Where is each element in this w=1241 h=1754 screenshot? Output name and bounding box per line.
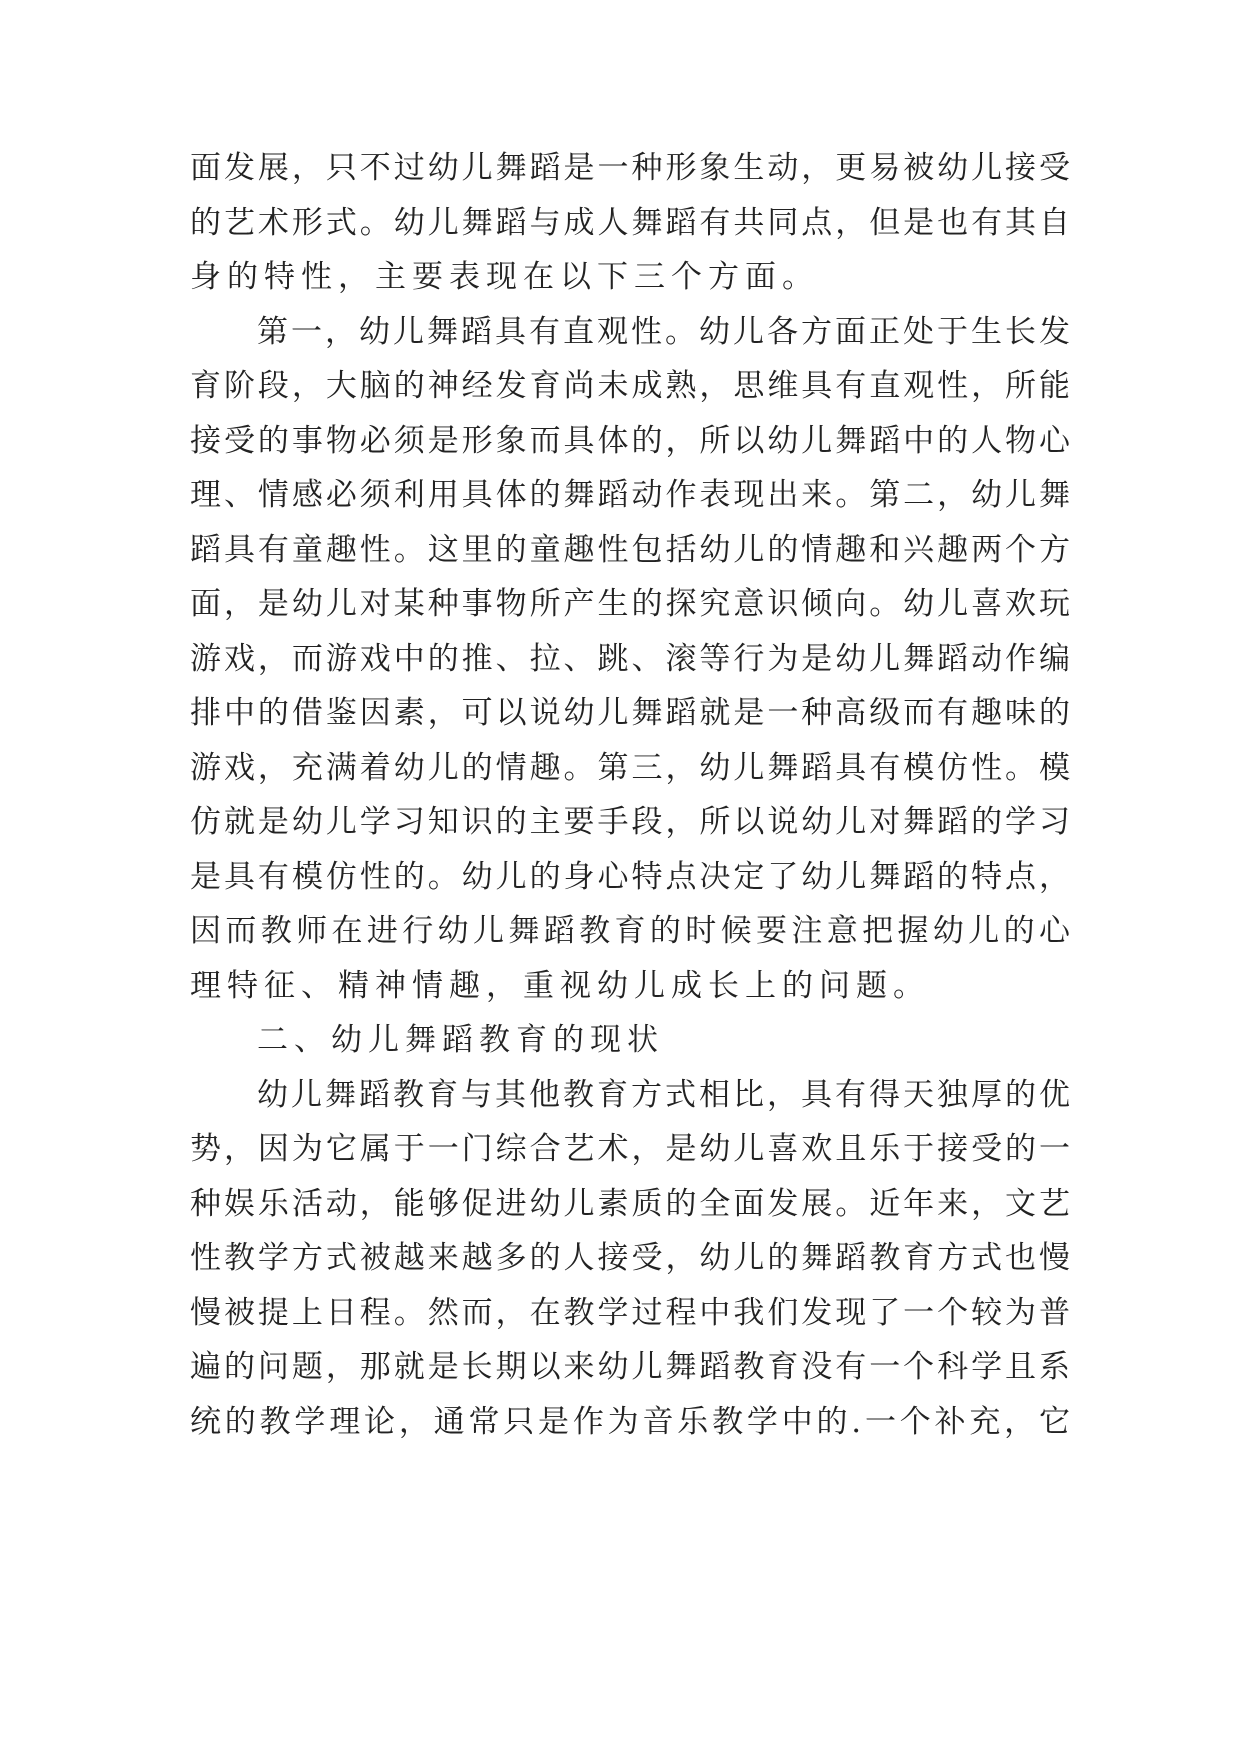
text-line: 理、情感必须利用具体的舞蹈动作表现出来。第二，幼儿舞 xyxy=(190,477,1070,513)
text-line: 的艺术形式。幼儿舞蹈与成人舞蹈有共同点，但是也有其自 xyxy=(190,205,1070,241)
text-line: 仿就是幼儿学习知识的主要手段，所以说幼儿对舞蹈的学习 xyxy=(190,804,1070,840)
text-line: 面，是幼儿对某种事物所产生的探究意识倾向。幼儿喜欢玩 xyxy=(190,586,1070,622)
text-line: 育阶段，大脑的神经发育尚未成熟，思维具有直观性，所能 xyxy=(190,368,1070,404)
paragraph-first-line: 幼儿舞蹈教育与其他教育方式相比，具有得天独厚的优 xyxy=(257,1077,1070,1113)
text-line: 是具有模仿性的。幼儿的身心特点决定了幼儿舞蹈的特点， xyxy=(190,859,1070,895)
text-line: 面发展，只不过幼儿舞蹈是一种形象生动，更易被幼儿接受 xyxy=(190,150,1070,186)
text-line: 统的教学理论，通常只是作为音乐教学中的.一个补充，它 xyxy=(190,1404,1070,1440)
text-line: 游戏，而游戏中的推、拉、跳、滚等行为是幼儿舞蹈动作编 xyxy=(190,641,1070,677)
text-line: 性教学方式被越来越多的人接受，幼儿的舞蹈教育方式也慢 xyxy=(190,1240,1070,1276)
text-line: 遍的问题，那就是长期以来幼儿舞蹈教育没有一个科学且系 xyxy=(190,1349,1070,1385)
text-line: 因而教师在进行幼儿舞蹈教育的时候要注意把握幼儿的心 xyxy=(190,913,1070,949)
text-line: 理特征、精神情趣，重视幼儿成长上的问题。 xyxy=(190,968,930,1004)
text-line: 游戏，充满着幼儿的情趣。第三，幼儿舞蹈具有模仿性。模 xyxy=(190,750,1070,786)
text-line: 接受的事物必须是形象而具体的，所以幼儿舞蹈中的人物心 xyxy=(190,423,1070,459)
text-line: 势，因为它属于一门综合艺术，是幼儿喜欢且乐于接受的一 xyxy=(190,1131,1070,1167)
section-heading: 二、幼儿舞蹈教育的现状 xyxy=(257,1022,664,1058)
text-line: 种娱乐活动，能够促进幼儿素质的全面发展。近年来，文艺 xyxy=(190,1186,1070,1222)
text-line: 蹈具有童趣性。这里的童趣性包括幼儿的情趣和兴趣两个方 xyxy=(190,532,1070,568)
paragraph-first-line: 第一，幼儿舞蹈具有直观性。幼儿各方面正处于生长发 xyxy=(257,314,1070,350)
text-line: 身的特性，主要表现在以下三个方面。 xyxy=(190,259,819,295)
text-line: 排中的借鉴因素，可以说幼儿舞蹈就是一种高级而有趣味的 xyxy=(190,695,1070,731)
text-line: 慢被提上日程。然而，在教学过程中我们发现了一个较为普 xyxy=(190,1295,1070,1331)
